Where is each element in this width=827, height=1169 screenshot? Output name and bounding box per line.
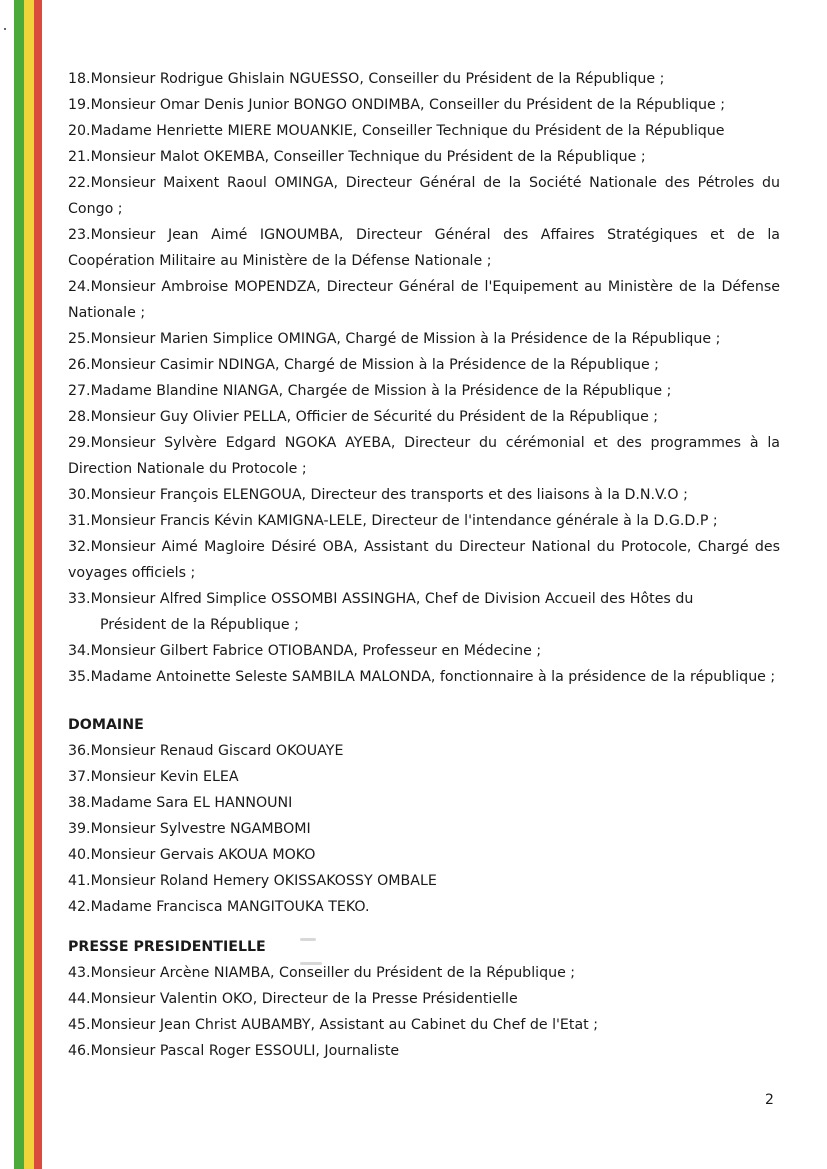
list-item: 25.Monsieur Marien Simplice OMINGA, Chargé de Mission à la Présidence de la République ; <box>68 331 721 347</box>
list-item: 19.Monsieur Omar Denis Junior BONGO ONDIMBA, Conseiller du Président de la République ; <box>68 97 726 113</box>
list-general <box>68 66 780 690</box>
list-item-first-line: 33.Monsieur Alfred Simplice OSSOMBI ASSINGHA, Chef de Division Accueil des Hôtes du <box>68 591 694 607</box>
scan-speck <box>4 28 6 30</box>
list-item: 44.Monsieur Valentin OKO, Directeur de la Presse Présidentielle <box>68 991 518 1007</box>
list-item: 37.Monsieur Kevin ELEA <box>68 769 239 785</box>
list-item <box>68 586 780 638</box>
list-item: 43.Monsieur Arcène NIAMBA, Conseiller du Président de la République ; <box>68 965 576 981</box>
list-item: 27.Madame Blandine NIANGA, Chargée de Mission à la Présidence de la République ; <box>68 383 672 399</box>
scan-smudge <box>300 938 316 941</box>
list-item: 46.Monsieur Pascal Roger ESSOULI, Journaliste <box>68 1043 400 1059</box>
document-body <box>68 66 780 1064</box>
list-item: 26.Monsieur Casimir NDINGA, Chargé de Mission à la Présidence de la République ; <box>68 357 659 373</box>
list-item: 41.Monsieur Roland Hemery OKISSAKOSSY OMBALE <box>68 873 437 889</box>
flag-stripe-yellow <box>24 0 34 1169</box>
list-item: 38.Madame Sara EL HANNOUNI <box>68 795 293 811</box>
flag-stripe-green <box>14 0 24 1169</box>
list-item: 30.Monsieur François ELENGOUA, Directeur des transports et des liaisons à la D.N.V.O ; <box>68 487 688 503</box>
list-item: 21.Monsieur Malot OKEMBA, Conseiller Technique du Président de la République ; <box>68 149 646 165</box>
list-item: 32.Monsieur Aimé Magloire Désiré OBA, Assistant du Directeur National du Protocole, Chargé des voyages officiels ; <box>68 539 780 581</box>
list-item: 40.Monsieur Gervais AKOUA MOKO <box>68 847 316 863</box>
flag-stripe-red <box>34 0 42 1169</box>
list-item: 20.Madame Henriette MIERE MOUANKIE, Conseiller Technique du Président de la République <box>68 123 725 139</box>
list-item: 42.Madame Francisca MANGITOUKA TEKO. <box>68 899 370 915</box>
scan-smudge <box>300 962 322 965</box>
list-item: 24.Monsieur Ambroise MOPENDZA, Directeur Général de l'Equipement au Ministère de la Défense Nationale ; <box>68 279 780 321</box>
section-heading-presse: PRESSE PRESIDENTIELLE <box>68 939 266 955</box>
list-item: 31.Monsieur Francis Kévin KAMIGNA-LELE, Directeur de l'intendance générale à la D.G.D.P ; <box>68 513 718 529</box>
list-item: 39.Monsieur Sylvestre NGAMBOMI <box>68 821 311 837</box>
list-item: 35.Madame Antoinette Seleste SAMBILA MALONDA, fonctionnaire à la présidence de la république ; <box>68 669 776 685</box>
section-heading-domaine: DOMAINE <box>68 717 144 733</box>
list-item: 28.Monsieur Guy Olivier PELLA, Officier de Sécurité du Président de la République ; <box>68 409 659 425</box>
section-presse <box>68 934 780 1064</box>
list-item: 34.Monsieur Gilbert Fabrice OTIOBANDA, Professeur en Médecine ; <box>68 643 542 659</box>
section-domaine <box>68 712 780 920</box>
list-item: 36.Monsieur Renaud Giscard OKOUAYE <box>68 743 344 759</box>
list-item: 45.Monsieur Jean Christ AUBAMBY, Assistant au Cabinet du Chef de l'Etat ; <box>68 1017 599 1033</box>
list-item: 18.Monsieur Rodrigue Ghislain NGUESSO, Conseiller du Président de la République ; <box>68 71 665 87</box>
list-item-continuation: Président de la République ; <box>100 617 299 633</box>
page-number: 2 <box>765 1092 774 1108</box>
list-item: 29.Monsieur Sylvère Edgard NGOKA AYEBA, Directeur du cérémonial et des programmes à la Direction Nationale du Protocole ; <box>68 435 780 477</box>
list-item: 23.Monsieur Jean Aimé IGNOUMBA, Directeur Général des Affaires Stratégiques et de la Coopération Militaire au Ministère de la Défense Nationale ; <box>68 227 780 269</box>
list-item: 22.Monsieur Maixent Raoul OMINGA, Directeur Général de la Société Nationale des Pétroles du Congo ; <box>68 175 780 217</box>
